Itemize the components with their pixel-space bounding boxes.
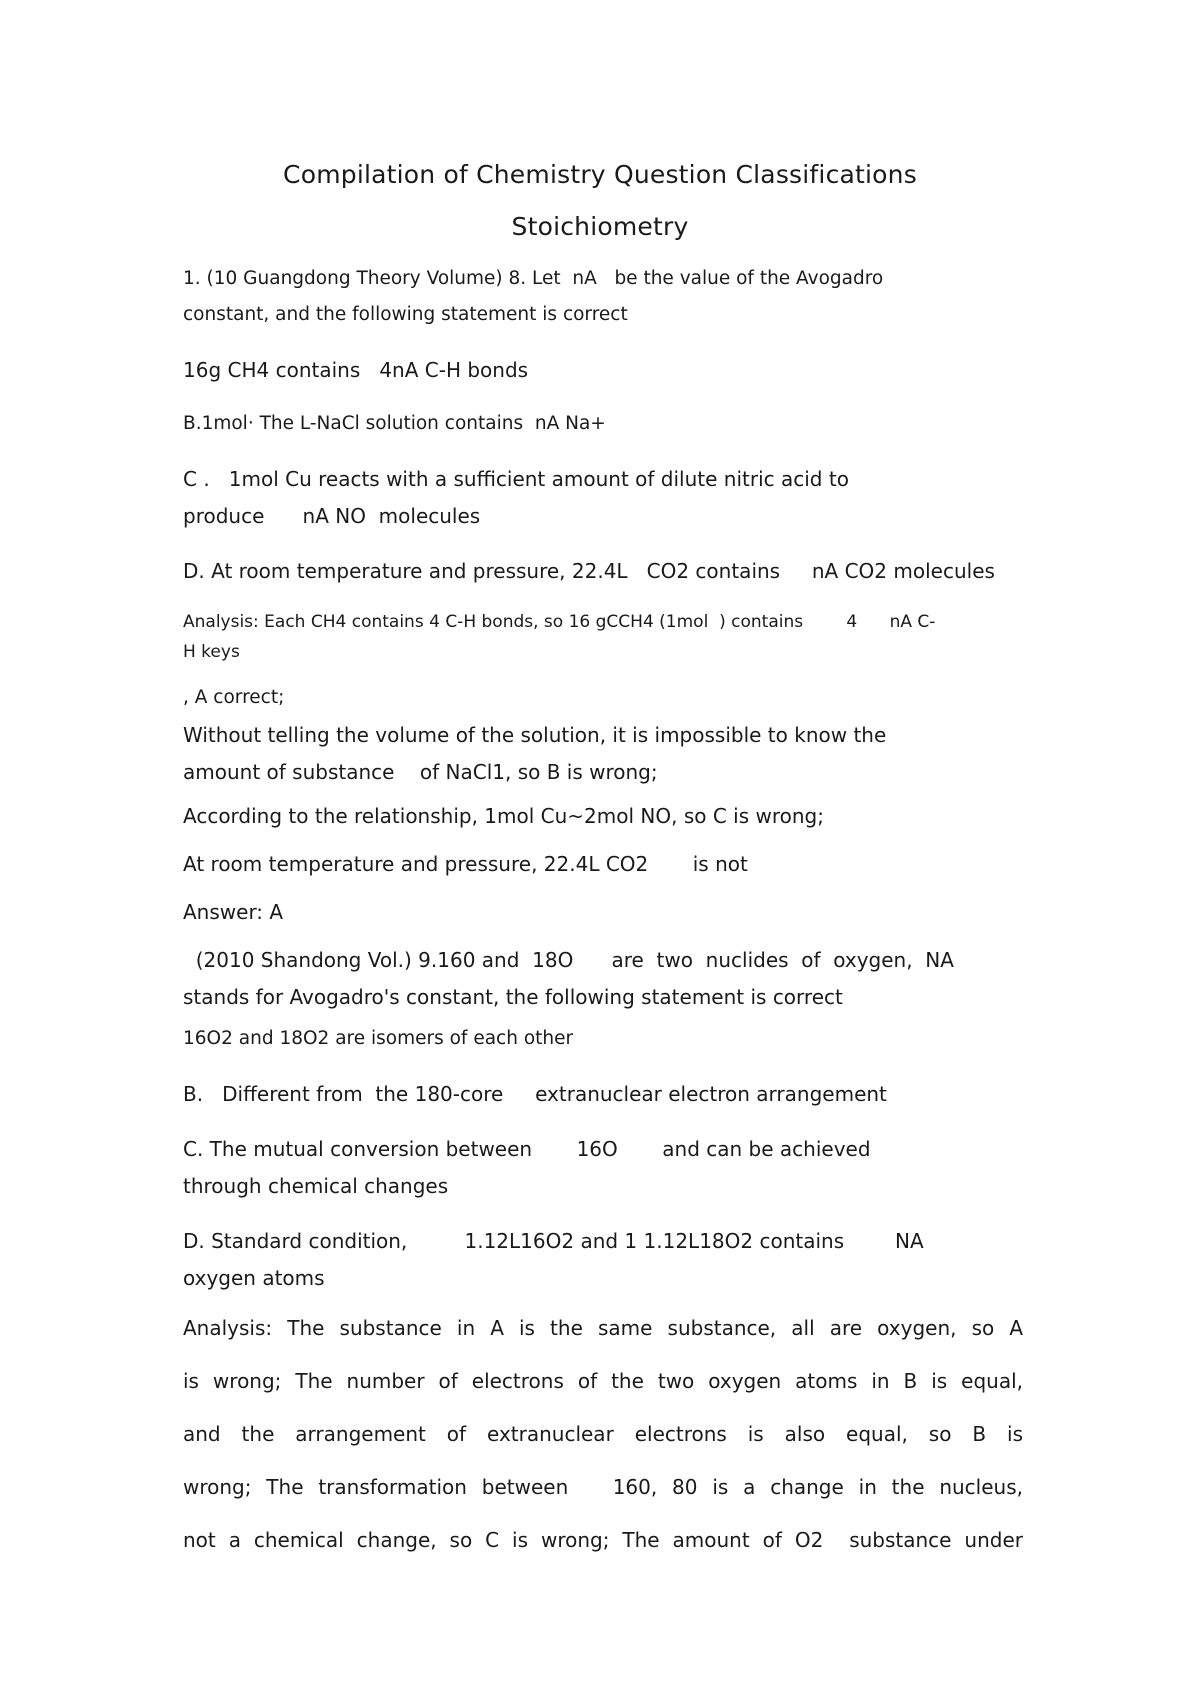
text-line: H keys bbox=[183, 642, 240, 662]
text-line: and the arrangement of extranuclear electrons is also equal, so B is bbox=[183, 1422, 1023, 1446]
text-line: 16O2 and 18O2 are isomers of each other bbox=[183, 1028, 574, 1049]
text-line: According to the relationship, 1mol Cu~2mol NO, so C is wrong; bbox=[183, 804, 824, 828]
document-subtitle: Stoichiometry bbox=[511, 212, 689, 241]
text-line: B.1mol· The L-NaCl solution contains nA Na+ bbox=[183, 413, 606, 434]
text-line: D. Standard condition, 1.12L16O2 and 1 1.12L18O2 contains NA bbox=[183, 1229, 924, 1253]
text-line: C. The mutual conversion between 16O and can be achieved bbox=[183, 1137, 871, 1161]
text-line: through chemical changes bbox=[183, 1174, 449, 1198]
text-line: (2010 Shandong Vol.) 9.160 and 18O are two nuclides of oxygen, NA bbox=[183, 948, 954, 972]
text-line: wrong; The transformation between 160, 80 is a change in the nucleus, bbox=[183, 1475, 1023, 1499]
text-line: C . 1mol Cu reacts with a sufficient amount of dilute nitric acid to bbox=[183, 467, 849, 491]
text-line: Without telling the volume of the solution, it is impossible to know the bbox=[183, 723, 887, 747]
text-line: , A correct; bbox=[183, 687, 285, 708]
text-line: 16g CH4 contains 4nA C-H bonds bbox=[183, 358, 529, 382]
text-line: amount of substance of NaCl1, so B is wrong; bbox=[183, 760, 658, 784]
document-title: Compilation of Chemistry Question Classifications bbox=[283, 160, 917, 189]
text-line: 1. (10 Guangdong Theory Volume) 8. Let nA be the value of the Avogadro bbox=[183, 268, 884, 289]
text-line: not a chemical change, so C is wrong; The amount of O2 substance under bbox=[183, 1528, 1023, 1552]
text-line: Analysis: Each CH4 contains 4 C-H bonds, so 16 gCCH4 (1mol ) contains 4 nA C- bbox=[183, 612, 936, 632]
text-line: Answer: A bbox=[183, 900, 284, 924]
text-line: D. At room temperature and pressure, 22.4L CO2 contains nA CO2 molecules bbox=[183, 559, 995, 583]
text-line: oxygen atoms bbox=[183, 1266, 325, 1290]
text-line: At room temperature and pressure, 22.4L CO2 is not bbox=[183, 852, 748, 876]
text-line: constant, and the following statement is correct bbox=[183, 304, 628, 325]
text-line: Analysis: The substance in A is the same substance, all are oxygen, so A bbox=[183, 1316, 1023, 1340]
text-line: produce nA NO molecules bbox=[183, 504, 481, 528]
text-line: B. Different from the 180-core extranuclear electron arrangement bbox=[183, 1082, 887, 1106]
text-line: stands for Avogadro's constant, the following statement is correct bbox=[183, 985, 843, 1009]
text-line: is wrong; The number of electrons of the two oxygen atoms in B is equal, bbox=[183, 1369, 1023, 1393]
